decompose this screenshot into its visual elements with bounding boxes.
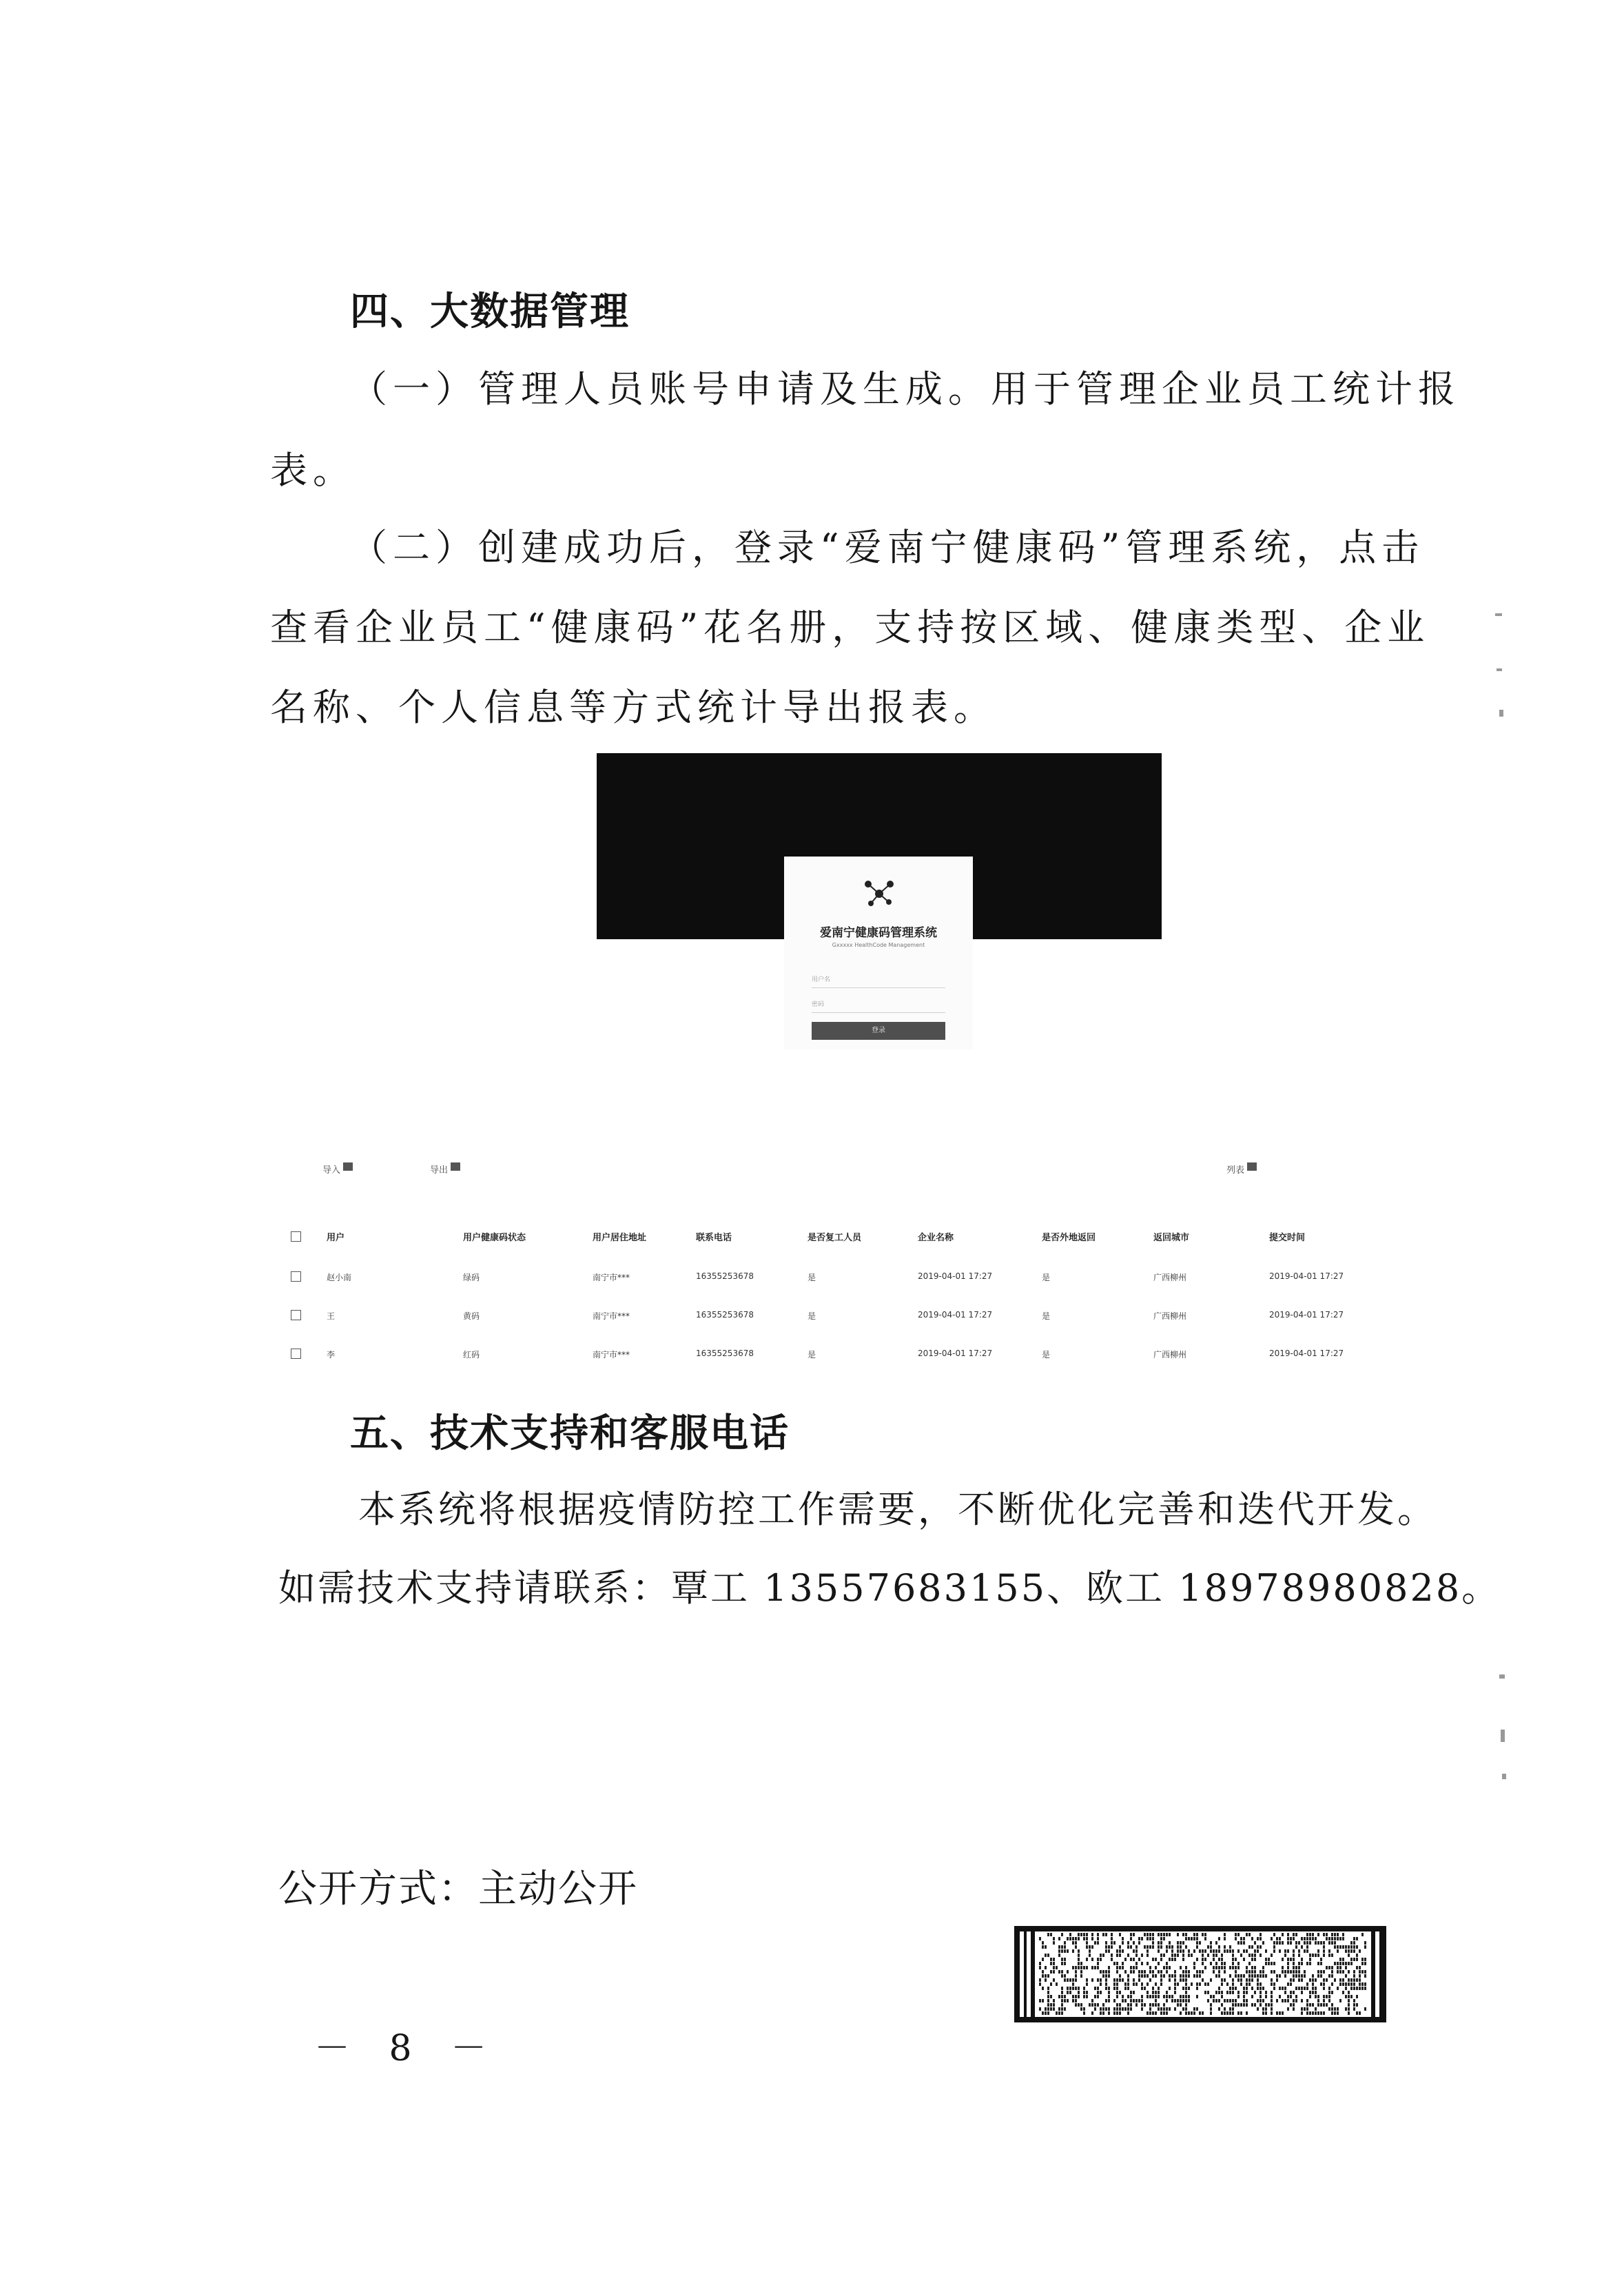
table-cell: 16355253678 (696, 1310, 754, 1320)
table-cell: 是 (808, 1311, 816, 1321)
table-cell: 是 (808, 1273, 816, 1282)
row-checkbox[interactable] (291, 1349, 301, 1359)
system-subtitle: Gxxxxx HealthCode Management (832, 942, 925, 948)
column-header-return-city: 返回城市 (1153, 1233, 1190, 1243)
employee-table-screenshot (284, 1154, 1372, 1382)
column-header-phone: 联系电话 (696, 1233, 732, 1243)
page-number: － 8 － (314, 2028, 501, 2069)
login-button[interactable]: 登录 (812, 1022, 945, 1040)
table-cell: 2019-04-01 17:27 (918, 1310, 993, 1320)
list-view-button[interactable] (1226, 1162, 1257, 1176)
scan-speck (1495, 613, 1502, 616)
import-label: 导入 (322, 1165, 341, 1176)
section-4-paragraph-2-line-2: 查看企业员工“健康码”花名册，支持按区域、健康类型、企业 (270, 606, 1430, 649)
table-cell: 广西柳州 (1153, 1350, 1187, 1360)
table-cell: 16355253678 (696, 1271, 754, 1281)
table-cell: 李 (327, 1350, 336, 1360)
molecule-logo-icon (861, 877, 897, 908)
username-field[interactable]: 用户名 (812, 972, 945, 988)
column-header-company: 企业名称 (918, 1233, 954, 1243)
export-label: 导出 (430, 1165, 449, 1176)
password-field[interactable]: 密码 (812, 997, 945, 1013)
table-cell: 是 (1042, 1311, 1051, 1321)
list-icon (1247, 1162, 1257, 1171)
section-4-paragraph-2-line-1: （二）创建成功后，登录“爱南宁健康码”管理系统，点击 (350, 526, 1425, 569)
scan-speck (1499, 1674, 1505, 1679)
table-cell: 16355253678 (696, 1349, 754, 1358)
table-cell: 绿码 (463, 1273, 480, 1282)
login-screenshot (597, 753, 1162, 1049)
table-cell: 是 (1042, 1273, 1051, 1282)
table-cell: 2019-04-01 17:27 (918, 1349, 993, 1358)
export-button[interactable] (430, 1162, 460, 1176)
login-card (784, 857, 973, 1049)
table-cell: 2019-04-01 17:27 (1269, 1271, 1344, 1281)
section-5-line-1: 本系统将根据疫情防控工作需要，不断优化完善和迭代开发。 (358, 1488, 1437, 1531)
table-cell: 2019-04-01 17:27 (918, 1271, 993, 1281)
table-cell: 南宁市*** (593, 1350, 630, 1360)
barcode-icon (1014, 1926, 1386, 2022)
table-cell: 红码 (463, 1350, 480, 1360)
table-cell: 南宁市*** (593, 1311, 630, 1321)
table-cell: 赵小南 (327, 1273, 352, 1282)
scan-speck (1499, 710, 1503, 717)
table-cell: 王 (327, 1311, 336, 1321)
scan-speck (1501, 1730, 1505, 1742)
section-5-heading: 五、技术支持和客服电话 (350, 1411, 790, 1456)
section-4-paragraph-1-line-2: 表。 (270, 449, 356, 492)
table-cell: 黄码 (463, 1311, 480, 1321)
section-4-paragraph-1-line-1: （一）管理人员账号申请及生成。用于管理企业员工统计报 (350, 367, 1461, 411)
select-all-checkbox[interactable] (291, 1231, 301, 1242)
import-icon (343, 1162, 353, 1171)
row-checkbox[interactable] (291, 1271, 301, 1282)
export-icon (451, 1162, 460, 1171)
system-name: 爱南宁健康码管理系统 (820, 926, 937, 940)
scan-speck (1497, 668, 1502, 671)
column-header-returned-worker: 是否复工人员 (808, 1233, 862, 1243)
table-cell: 广西柳州 (1153, 1273, 1187, 1282)
column-header-from-outside: 是否外地返回 (1042, 1233, 1096, 1243)
section-4-heading: 四、大数据管理 (350, 289, 630, 334)
table-cell: 是 (1042, 1350, 1051, 1360)
column-header-submit-time: 提交时间 (1269, 1233, 1306, 1243)
section-5-line-2: 如需技术支持请联系：覃工 13557683155、欧工 18978980828。 (278, 1566, 1501, 1610)
row-checkbox[interactable] (291, 1310, 301, 1320)
table-cell: 南宁市*** (593, 1273, 630, 1282)
column-header-user: 用户 (327, 1233, 345, 1243)
table-cell: 是 (808, 1350, 816, 1360)
table-cell: 2019-04-01 17:27 (1269, 1349, 1344, 1358)
column-header-health-status: 用户健康码状态 (463, 1233, 526, 1243)
scan-speck (1502, 1774, 1506, 1779)
import-button[interactable] (322, 1162, 353, 1176)
column-header-address: 用户居住地址 (593, 1233, 647, 1243)
table-cell: 广西柳州 (1153, 1311, 1187, 1321)
table-cell: 2019-04-01 17:27 (1269, 1310, 1344, 1320)
disclosure-mode: 公开方式：主动公开 (278, 1867, 638, 1911)
section-4-paragraph-2-line-3: 名称、个人信息等方式统计导出报表。 (270, 686, 996, 729)
list-label: 列表 (1226, 1165, 1245, 1176)
